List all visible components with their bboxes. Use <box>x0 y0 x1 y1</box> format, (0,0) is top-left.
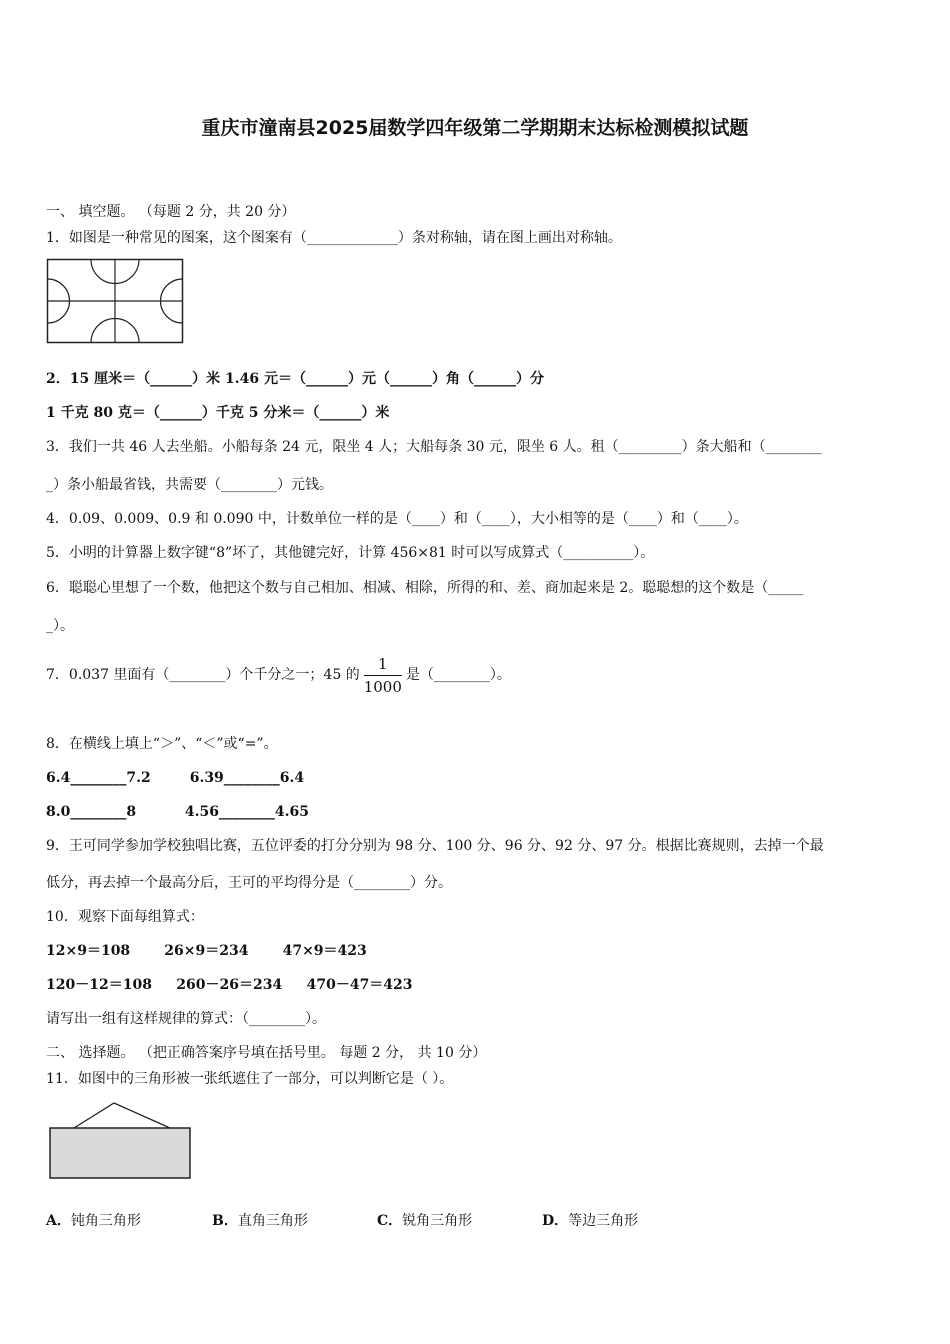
choice-text: 钝角三角形 <box>70 1213 141 1229</box>
question-8-row-1: 6.4________7.2 6.39________6.4 <box>46 770 305 786</box>
fraction-denominator: 1000 <box>363 677 402 696</box>
choice-d <box>542 1210 638 1230</box>
choice-b <box>212 1210 308 1230</box>
choice-letter: A． <box>46 1213 71 1229</box>
choice-c <box>377 1210 472 1230</box>
question-7-text-before: 7．0.037 里面有（________）个千分之一；45 的 <box>46 667 360 683</box>
question-10-row-2: 120－12＝108 260－26＝234 470－47＝423 <box>46 977 413 993</box>
choice-text: 等边三角形 <box>568 1213 639 1229</box>
question-10-ask: 请写出一组有这样规律的算式：（________）。 <box>46 1011 326 1027</box>
page-title: 重庆市潼南县2025届数学四年级第二学期期末达标检测模拟试题 <box>201 117 749 139</box>
question-7 <box>46 652 511 698</box>
question-11: 11．如图中的三角形被一张纸遮住了一部分，可以判断它是（ ）。 <box>46 1071 454 1087</box>
question-6-line-1: 6．聪聪心里想了一个数，他把这个数与自己相加、相减、相除，所得的和、差、商加起来是 2。聪聪想的这个数是（_____ <box>46 580 804 596</box>
question-9-line-2: 低分，再去掉一个最高分后，王可的平均得分是（________）分。 <box>46 875 452 891</box>
choice-text: 直角三角形 <box>237 1213 308 1229</box>
choice-text: 锐角三角形 <box>402 1213 473 1229</box>
question-5: 5．小明的计算器上数字键“8”坏了，其他键完好，计算 456×81 时可以写成算式（__________）。 <box>46 545 655 561</box>
choice-letter: B． <box>212 1213 238 1229</box>
question-3-line-1: 3．我们一共 46 人去坐船。小船每条 24 元，限坐 4 人；大船每条 30 元，限坐 6 人。租（_________）条大船和（________ <box>46 439 822 455</box>
question-10-intro: 10．观察下面每组算式： <box>46 909 204 925</box>
fraction-numerator: 1 <box>364 653 402 676</box>
question-7-text-after: 是（________）。 <box>405 667 511 683</box>
question-1: 1．如图是一种常见的图案，这个图案有（_____________）条对称轴，请在图上画出对称轴。 <box>46 230 622 246</box>
court-pattern-figure <box>46 258 184 344</box>
choice-letter: C． <box>377 1213 403 1229</box>
question-3-line-2: _）条小船最省钱，共需要（________）元钱。 <box>46 477 333 493</box>
fraction <box>364 653 402 698</box>
question-8-row-2: 8.0________8 4.56________4.65 <box>46 804 310 820</box>
question-8-intro: 8．在横线上填上“＞”、“＜”或“=”。 <box>46 736 278 752</box>
choice-letter: D． <box>542 1213 569 1229</box>
choice-a <box>46 1210 141 1230</box>
question-2-line-1: 2．15 厘米＝（______）米 1.46 元＝（______）元（______）角（______）分 <box>46 371 544 387</box>
section-2-heading: 二、 选择题。 （把正确答案序号填在括号里。 每题 2 分， 共 10 分） <box>46 1045 487 1061</box>
question-2-line-2: 1 千克 80 克＝（______）千克 5 分米＝（______）米 <box>46 405 390 421</box>
question-9-line-1: 9．王可同学参加学校独唱比赛，五位评委的打分分别为 98 分、100 分、96 分、92 分、97 分。根据比赛规则，去掉一个最 <box>46 838 824 854</box>
section-1-heading: 一、 填空题。 （每题 2 分，共 20 分） <box>46 204 296 220</box>
question-6-line-2: _）。 <box>46 618 74 634</box>
covered-triangle-figure <box>46 1100 194 1182</box>
question-4: 4．0.09、0.009、0.9 和 0.090 中，计数单位一样的是（____）和（____），大小相等的是（____）和（____）。 <box>46 511 748 527</box>
question-10-row-1: 12×9＝108 26×9＝234 47×9＝423 <box>46 943 367 959</box>
